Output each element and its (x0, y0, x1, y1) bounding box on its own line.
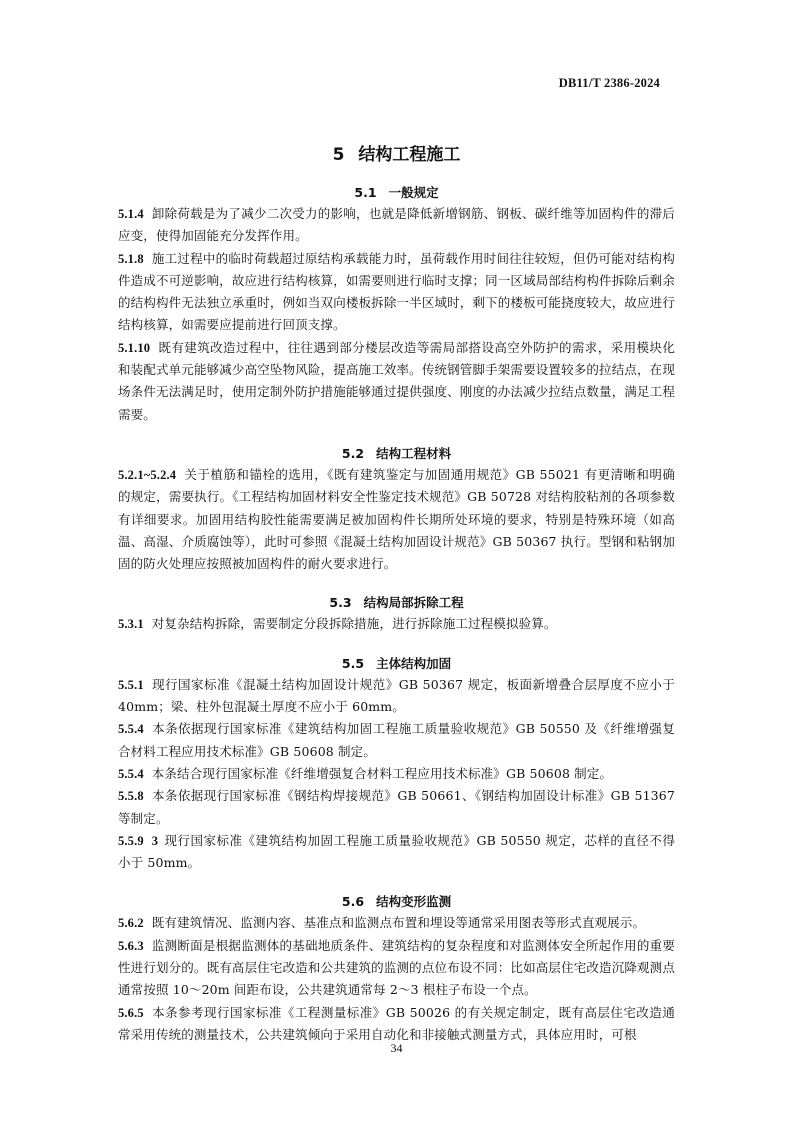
clause-text: 卸除荷载是为了减少二次受力的影响，也就是降低新增钢筋、钢板、碳纤维等加固构件的滞后应变，使得加固能充分发挥作用。 (118, 206, 675, 244)
clause-number: 5.2.1~5.2.4 (118, 467, 177, 482)
chapter-title: 结构工程施工 (358, 145, 461, 165)
section-number: 5.3 (329, 595, 352, 611)
clause-number: 5.6.3 (118, 938, 144, 953)
clause-paragraph (118, 464, 675, 575)
section-gap (118, 874, 675, 892)
document-id: DB11/T 2386-2024 (558, 76, 660, 90)
section-number: 5.5 (341, 655, 365, 671)
clause-number: 5.1.4 (118, 207, 144, 221)
clause-number: 5.5.8 (118, 789, 144, 804)
clause-number: 5.5.1 (118, 677, 144, 692)
clause-text: 既有建筑改造过程中，往往遇到部分楼层改造等需局部搭设高空外防护的需求，采用模块化和装配式单元能够减少高空坠物风险，提高施工效率。传统钢管脚手架需要设置较多的拉结点，在现场条件无法满足时，使用定制外防护措施能够通过提供强度、刚度的办法减少拉结点数量，满足工程需要。 (118, 339, 675, 422)
section-title: 结构局部拆除工程 (363, 595, 464, 611)
section-heading (118, 654, 675, 674)
clause-paragraph (118, 935, 675, 1002)
section-gap (118, 636, 675, 654)
clause-paragraph (118, 718, 675, 763)
clause-text: 现行国家标准《建筑结构加固工程施工质量验收规范》GB 50550 规定，芯样的直径不得小于 50mm。 (118, 832, 675, 871)
clause-text: 本条依据现行国家标准《钢结构焊接规范》GB 50661、《钢结构加固设计标准》GB 51367 等制定。 (118, 788, 675, 826)
chapter-heading (0, 140, 793, 165)
clause-number: 5.5.4 (118, 722, 144, 737)
section-heading (118, 183, 675, 203)
clause-text: 施工过程中的临时荷载超过原结构承载能力时，虽荷载作用时间往往较短，但仍可能对结构构件造成不可逆影响，故应进行结构核算，如需要则进行临时支撑；同一区域局部结构构件拆除后剩余的结构构件无法独立承重时，例如当双向楼板拆除一半区域时，剩下的楼板可能挠度较大，故应进行结构核算，如需要应提前进行回顶支撑。 (118, 250, 675, 333)
clause-number: 5.6.5 (118, 1005, 144, 1020)
clause-number: 5.5.4 (118, 766, 144, 781)
section-title: 结构工程材料 (376, 445, 452, 461)
clause-text: 监测断面是根据监测体的基础地质条件、建筑结构的复杂程度和对监测体安全所起作用的重要性进行划分的。既有高层住宅改造和公共建筑的监测的点位布设不同：比如高层住宅改造沉降观测点通常按照 10～20m 间距布设，公共建筑通常每 2～3 根柱子布设一个点。 (118, 937, 675, 998)
clause-paragraph (118, 613, 675, 635)
section-heading (118, 593, 675, 613)
clause-text: 本条参考现行国家标准《工程测量标准》GB 50026 的有关规定制定，既有高层住宅改造通常采用传统的测量技术，公共建筑倾向于采用自动化和非接触式测量方式，具体应用时，可根 (118, 1004, 675, 1042)
section-gap (118, 575, 675, 593)
section-number: 5.1 (354, 185, 377, 200)
clause-paragraph (118, 830, 675, 875)
section-title: 主体结构加固 (376, 655, 452, 671)
clause-paragraph (118, 785, 675, 830)
clause-text: 关于植筋和锚栓的选用，《既有建筑鉴定与加固通用规范》GB 55021 有更清晰和明确的规定，需要执行。《工程结构加固材料安全性鉴定技术规范》GB 50728 对结构胶粘剂的各项参数有详细要求。加固用结构胶性能需要满足被加固构件长期所处环境的要求，特别是特殊环境（如高温、高湿、介质腐蚀等），此时可参照《混凝土结构加固设计规范》GB 50367 执行。型钢和粘钢加固的防火处理应按照被加固构件的耐火要求进行。 (118, 466, 675, 572)
clause-paragraph (118, 337, 675, 426)
clause-text: 既有建筑情况、监测内容、基准点和监测点布置和埋设等通常采用图表等形式直观展示。 (151, 915, 646, 931)
section-gap (118, 426, 675, 444)
section-title: 一般规定 (388, 185, 439, 200)
section-heading (118, 444, 675, 464)
section-heading (118, 892, 675, 912)
clause-number: 5.5.9 (118, 833, 144, 848)
chapter-number: 5 (332, 145, 345, 165)
clause-text: 本条依据现行国家标准《建筑结构加固工程施工质量验收规范》GB 50550 及《纤维增强复合材料工程应用技术标准》GB 50608 制定。 (118, 721, 675, 759)
clause-item-number: 3 (151, 833, 159, 848)
page-number: 34 (390, 1041, 403, 1055)
clause-text: 本条结合现行国家标准《纤维增强复合材料工程应用技术标准》GB 50608 制定。 (151, 765, 613, 781)
clause-text: 对复杂结构拆除，需要制定分段拆除措施，进行拆除施工过程模拟验算。 (151, 616, 557, 632)
clause-paragraph (118, 763, 675, 785)
clause-number: 5.1.10 (118, 340, 151, 355)
clause-paragraph (118, 674, 675, 719)
clause-paragraph (118, 912, 675, 934)
clause-paragraph (118, 248, 675, 337)
clause-number: 5.3.1 (118, 617, 144, 632)
section-number: 5.2 (341, 445, 365, 461)
clause-text: 现行国家标准《混凝土结构加固设计规范》GB 50367 规定，板面新增叠合层厚度不应小于 40mm；梁、柱外包混凝土厚度不应小于 60mm。 (118, 676, 675, 715)
section-number: 5.6 (341, 894, 365, 910)
clause-paragraph (118, 1002, 675, 1047)
clause-number: 5.6.2 (118, 916, 144, 931)
clause-paragraph (118, 203, 675, 248)
document-body (118, 183, 675, 1046)
clause-number: 5.1.8 (118, 251, 144, 266)
section-title: 结构变形监测 (376, 894, 452, 910)
